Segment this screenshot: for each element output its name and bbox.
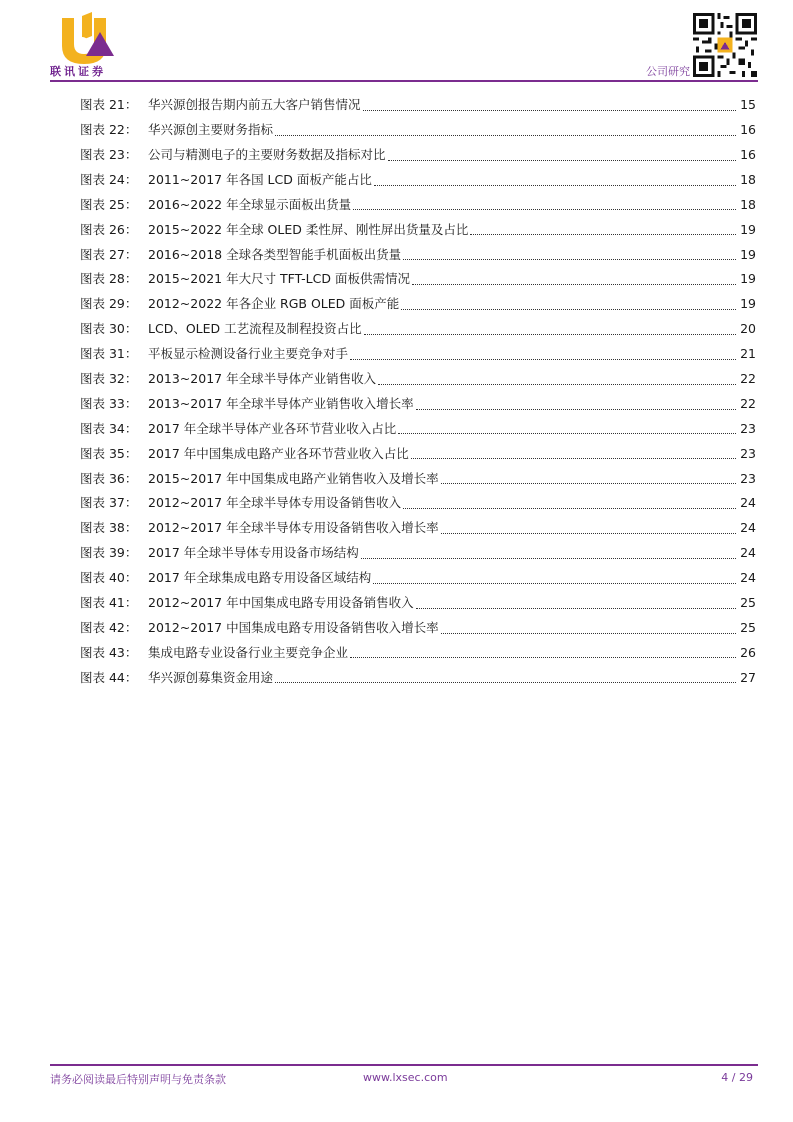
footer-divider — [50, 1064, 758, 1066]
toc-figure-title[interactable]: 2017 年全球半导体专用设备市场结构 — [148, 545, 359, 561]
toc-page-number[interactable]: 24 — [740, 545, 756, 561]
toc-row[interactable] — [80, 242, 756, 267]
toc-figure-title[interactable]: 2016~2022 年全球显示面板出货量 — [148, 196, 352, 212]
toc-page-number[interactable]: 19 — [740, 221, 756, 237]
section-label: 公司研究 — [646, 65, 690, 78]
toc-dot-leader — [411, 457, 736, 459]
toc-figure-number: 图表 42： — [80, 619, 138, 635]
toc-row[interactable] — [80, 217, 756, 242]
toc-page-number[interactable]: 22 — [740, 395, 756, 411]
toc-row[interactable] — [80, 367, 756, 392]
toc-figure-title[interactable]: 2017 年中国集成电路产业各环节营业收入占比 — [148, 445, 409, 461]
toc-dot-leader — [403, 507, 736, 509]
toc-row[interactable] — [80, 93, 756, 118]
toc-dot-leader — [378, 383, 736, 385]
toc-page-number[interactable]: 25 — [740, 619, 756, 635]
toc-figure-number: 图表 40： — [80, 570, 138, 586]
toc-figure-number: 图表 35： — [80, 445, 138, 461]
toc-figure-number: 图表 31： — [80, 346, 138, 362]
toc-page-number[interactable]: 18 — [740, 171, 756, 187]
toc-dot-leader — [441, 482, 736, 484]
toc-figure-number: 图表 22： — [80, 122, 138, 138]
toc-dot-leader — [275, 681, 736, 683]
toc-figure-title[interactable]: 集成电路专业设备行业主要竞争企业 — [148, 644, 349, 660]
toc-dot-leader — [363, 109, 736, 111]
toc-row[interactable] — [80, 516, 756, 541]
toc-dot-leader — [388, 159, 736, 161]
toc-figure-number: 图表 43： — [80, 644, 138, 660]
toc-figure-number: 图表 27： — [80, 246, 138, 262]
toc-row[interactable] — [80, 591, 756, 616]
toc-figure-title[interactable]: 2015~2022 年全球 OLED 柔性屏、刚性屏出货量及占比 — [148, 221, 469, 237]
toc-row[interactable] — [80, 665, 756, 690]
company-logo-icon — [52, 10, 122, 66]
toc-figure-number: 图表 21： — [80, 97, 138, 113]
toc-figure-title[interactable]: 平板显示检测设备行业主要竞争对手 — [148, 346, 349, 362]
header-divider — [50, 80, 758, 82]
toc-page-number[interactable]: 16 — [740, 122, 756, 138]
toc-row[interactable] — [80, 466, 756, 491]
toc-row[interactable] — [80, 616, 756, 641]
figure-index-list — [80, 93, 756, 690]
toc-row[interactable] — [80, 566, 756, 591]
toc-figure-number: 图表 38： — [80, 520, 138, 536]
toc-row[interactable] — [80, 392, 756, 417]
toc-figure-number: 图表 44： — [80, 669, 138, 685]
toc-figure-number: 图表 26： — [80, 221, 138, 237]
toc-dot-leader — [374, 184, 736, 186]
toc-page-number[interactable]: 22 — [740, 370, 756, 386]
toc-page-number[interactable]: 24 — [740, 520, 756, 536]
toc-row[interactable] — [80, 118, 756, 143]
toc-dot-leader — [403, 258, 736, 260]
toc-figure-title[interactable]: 2012~2017 中国集成电路专用设备销售收入增长率 — [148, 619, 439, 635]
toc-figure-number: 图表 37： — [80, 495, 138, 511]
toc-row[interactable] — [80, 541, 756, 566]
toc-figure-title[interactable]: 2017 年全球集成电路专用设备区域结构 — [148, 570, 372, 586]
toc-dot-leader — [275, 134, 736, 136]
toc-page-number[interactable]: 19 — [740, 296, 756, 312]
toc-page-number[interactable]: 23 — [740, 470, 756, 486]
toc-dot-leader — [401, 308, 736, 310]
toc-figure-title[interactable]: 2016~2018 全球各类型智能手机面板出货量 — [148, 246, 402, 262]
toc-page-number[interactable]: 25 — [740, 595, 756, 610]
toc-dot-leader — [441, 632, 736, 634]
toc-figure-title[interactable]: 2012~2017 年中国集成电路专用设备销售收入 — [148, 595, 414, 610]
toc-row[interactable] — [80, 491, 756, 516]
qr-code-icon — [693, 13, 757, 77]
toc-figure-number: 图表 41： — [80, 595, 138, 610]
toc-figure-title[interactable]: LCD、OLED 工艺流程及制程投资占比 — [148, 321, 362, 337]
toc-figure-title[interactable]: 2011~2017 年各国 LCD 面板产能占比 — [148, 171, 372, 187]
toc-figure-title[interactable]: 2017 年全球半导体产业各环节营业收入占比 — [148, 420, 397, 436]
toc-figure-number: 图表 34： — [80, 420, 138, 436]
toc-row[interactable] — [80, 417, 756, 442]
toc-page-number[interactable]: 23 — [740, 445, 756, 461]
toc-row[interactable] — [80, 168, 756, 193]
toc-figure-number: 图表 32： — [80, 370, 138, 386]
footer-website-link[interactable]: www.lxsec.com — [363, 1071, 448, 1084]
page-number: 4 / 29 — [721, 1071, 753, 1084]
toc-page-number[interactable]: 23 — [740, 420, 756, 436]
toc-dot-leader — [398, 432, 736, 434]
toc-row[interactable] — [80, 267, 756, 292]
toc-row[interactable] — [80, 441, 756, 466]
toc-page-number[interactable]: 16 — [740, 146, 756, 162]
page-header — [0, 0, 793, 86]
toc-dot-leader — [361, 557, 736, 559]
toc-figure-number: 图表 29： — [80, 296, 138, 312]
toc-figure-title[interactable]: 2013~2017 年全球半导体产业销售收入 — [148, 370, 377, 386]
brand-name: 联讯证券 — [50, 65, 106, 78]
toc-figure-number: 图表 30： — [80, 321, 138, 337]
toc-dot-leader — [412, 283, 736, 285]
footer-disclaimer: 请务必阅读最后特别声明与免责条款 — [50, 1073, 226, 1086]
toc-row[interactable] — [80, 193, 756, 218]
toc-figure-number: 图表 39： — [80, 545, 138, 561]
toc-figure-title[interactable]: 2015~2021 年大尺寸 TFT-LCD 面板供需情况 — [148, 271, 410, 287]
toc-dot-leader — [364, 333, 736, 335]
toc-figure-title[interactable]: 公司与精测电子的主要财务数据及指标对比 — [148, 146, 386, 162]
toc-page-number[interactable]: 27 — [740, 669, 756, 685]
toc-figure-number: 图表 23： — [80, 146, 138, 162]
toc-figure-title[interactable]: 2013~2017 年全球半导体产业销售收入增长率 — [148, 395, 414, 411]
toc-page-number[interactable]: 15 — [740, 97, 756, 113]
toc-dot-leader — [416, 607, 736, 609]
toc-page-number[interactable]: 18 — [740, 196, 756, 212]
toc-page-number[interactable]: 24 — [740, 495, 756, 511]
toc-dot-leader — [373, 582, 736, 584]
toc-figure-title[interactable]: 华兴源创报告期内前五大客户销售情况 — [148, 97, 361, 113]
toc-row[interactable] — [80, 143, 756, 168]
toc-figure-title[interactable]: 2012~2017 年全球半导体专用设备销售收入增长率 — [148, 520, 439, 536]
toc-figure-title[interactable]: 2015~2017 年中国集成电路产业销售收入及增长率 — [148, 470, 439, 486]
toc-dot-leader — [416, 408, 736, 410]
toc-row[interactable] — [80, 641, 756, 666]
toc-figure-title[interactable]: 华兴源创募集资金用途 — [148, 669, 274, 685]
toc-page-number[interactable]: 20 — [740, 321, 756, 337]
toc-figure-number: 图表 36： — [80, 470, 138, 486]
toc-row[interactable] — [80, 342, 756, 367]
toc-dot-leader — [470, 233, 736, 235]
toc-figure-number: 图表 25： — [80, 196, 138, 212]
toc-page-number[interactable]: 24 — [740, 570, 756, 586]
toc-page-number[interactable]: 19 — [740, 271, 756, 287]
toc-row[interactable] — [80, 292, 756, 317]
toc-dot-leader — [441, 532, 736, 534]
toc-page-number[interactable]: 21 — [740, 346, 756, 362]
toc-figure-title[interactable]: 2012~2022 年各企业 RGB OLED 面板产能 — [148, 296, 400, 312]
toc-dot-leader — [350, 358, 736, 360]
toc-page-number[interactable]: 26 — [740, 644, 756, 660]
toc-figure-number: 图表 24： — [80, 171, 138, 187]
toc-figure-title[interactable]: 华兴源创主要财务指标 — [148, 122, 274, 138]
toc-row[interactable] — [80, 317, 756, 342]
toc-figure-number: 图表 33： — [80, 395, 138, 411]
toc-figure-number: 图表 28： — [80, 271, 138, 287]
toc-dot-leader — [350, 656, 736, 658]
toc-dot-leader — [353, 208, 736, 210]
toc-page-number[interactable]: 19 — [740, 246, 756, 262]
toc-figure-title[interactable]: 2012~2017 年全球半导体专用设备销售收入 — [148, 495, 402, 511]
